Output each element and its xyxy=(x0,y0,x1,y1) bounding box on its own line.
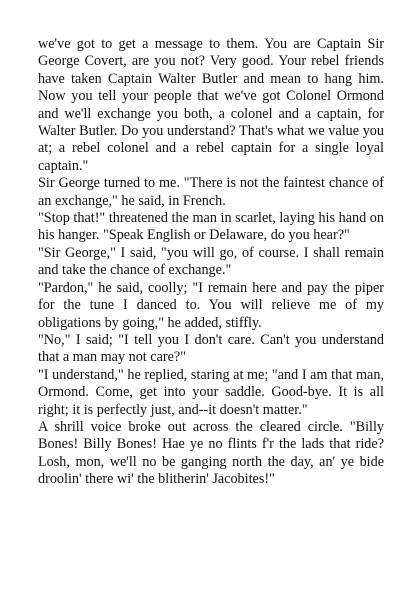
paragraph-stop-that: "Stop that!" threatened the man in scarlet, laying his hand on his hanger. "Speak English or Delaware, do you hear?" xyxy=(38,210,384,244)
paragraph-i-dont-care: "No," I said; "I tell you I don't care. Can't you understand that a man may not care?" xyxy=(38,331,384,366)
paragraph-you-will-go: "Sir George," I said, "you will go, of course. I shall remain and take the chance of exchange." xyxy=(38,244,384,279)
paragraph-sir-george-french: Sir George turned to me. "There is not the faintest chance of an exchange," he said, in French. xyxy=(38,175,384,209)
paragraph-i-understand: "I understand," he replied, staring at me; "and I am that man, Ormond. Come, get into your saddle. Good-bye. It is all right; it is perfectly just, and--it doesn't matter." xyxy=(38,366,384,418)
book-page-text xyxy=(38,36,384,489)
paragraph-pardon: "Pardon," he said, coolly; "I remain here and pay the piper for the tune I danced to. You will relieve me of my obligations by going," he added, stiffly. xyxy=(38,279,384,331)
paragraph-shrill-voice: A shrill voice broke out across the cleared circle. "Billy Bones! Billy Bones! Hae ye no flints f'r the lads that ride? Losh, mon, we'll no be ganging north the day, an' ye bide droolin' there wi' the blitherin' Jacobites!" xyxy=(38,418,384,488)
paragraph-message-to-rebels: we've got to get a message to them. You are Captain Sir George Covert, are you not? Very good. Your rebel friends have taken Captain Walter Butler and mean to hang him. Now you tell your people that we've got Colonel Ormond and we'll exchange you both, a colonel and a captain, for Walter Butler. Do you understand? That's what we value you at; a rebel colonel and a rebel captain for a single loyal captain." xyxy=(38,36,384,174)
